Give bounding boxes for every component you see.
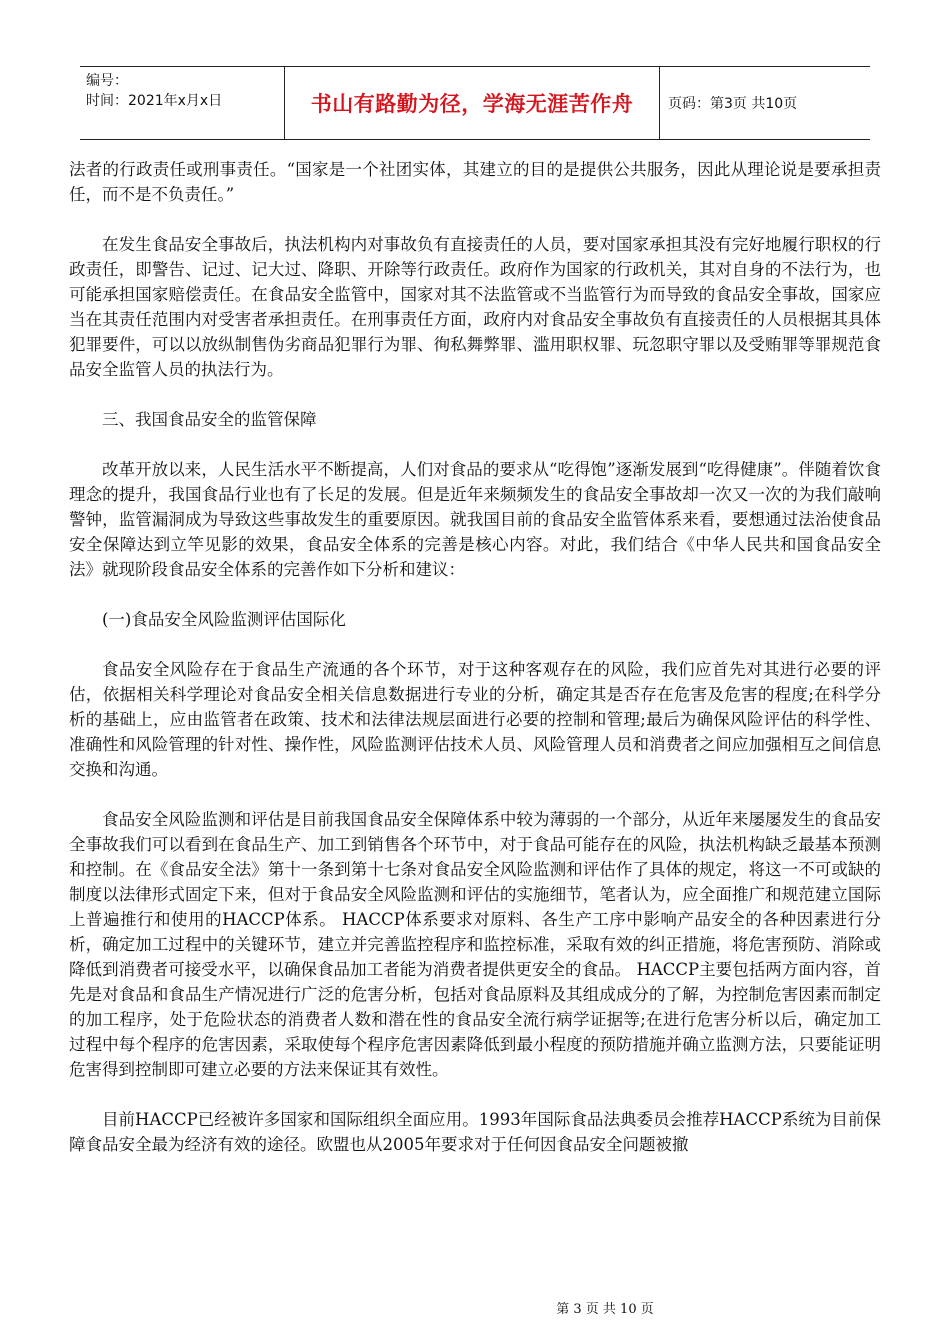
section-heading-3: 三、我国食品安全的监管保障 bbox=[102, 410, 317, 429]
page-footer: 第 3 页 共 10 页 bbox=[556, 1302, 654, 1317]
paragraph-reform: 改革开放以来，人民生活水平不断提高，人们对食品的要求从“吃得饱”逐渐发展到“吃得健康”。伴随着饮食理念的提升，我国食品行业也有了长足的发展。但是近年来频频发生的食品安全事故却一次又一次的为我们敲响警钟，监管漏洞成为导致这些事故发生的重要原因。就我国目前的食品安全监管体系来看，要想通过法治使食品安全保障达到立竿见影的效果，食品安全体系的完善是核心内容。对此，我们结合《中华人民共和国食品安全法》就现阶段食品安全体系的完善作如下分析和建议： bbox=[69, 460, 881, 579]
header-meta bbox=[80, 67, 285, 139]
document-body bbox=[69, 157, 881, 1182]
header-page-cell bbox=[660, 67, 870, 139]
header-page-number: 页码：第3页 共10页 bbox=[668, 96, 798, 112]
paragraph-risk-assessment: 食品安全风险存在于食品生产流通的各个环节，对于这种客观存在的风险，我们应首先对其进行必要的评估，依据相关科学理论对食品安全相关信息数据进行专业的分析，确定其是否存在危害及危害的程度;在科学分析的基础上，应由监管者在政策、技术和法律法规层面进行必要的控制和管理;最后为确保风险评估的科学性、准确性和风险管理的针对性、操作性，风险监测评估技术人员、风险管理人员和消费者之间应加强相互之间信息交换和沟通。 bbox=[69, 660, 881, 779]
document-number-label: 编号： bbox=[86, 73, 128, 89]
paragraph-haccp: 食品安全风险监测和评估是目前我国食品安全保障体系中较为薄弱的一个部分，从近年来屡屡发生的食品安全事故我们可以看到在食品生产、加工到销售各个环节中，对于食品可能存在的风险，执法机构缺乏最基本预测和控制。在《食品安全法》第十一条到第十七条对食品安全风险监测和评估作了具体的规定，将这一不可或缺的制度以法律形式固定下来，但对于食品安全风险监测和评估的实施细节，笔者认为，应全面推广和规范建立国际上普遍推行和使用的HACCP体系。 HACCP体系要求对原料、各生产工序中影响产品安全的各种因素进行分析，确定加工过程中的关键环节，建立并完善监控程序和监控标准，采取有效的纠正措施，将危害预防、消除或降低到消费者可接受水平，以确保食品加工者能为消费者提供更安全的食品。 HACCP主要包括两方面内容，首先是对食品和食品生产情况进行广泛的危害分析，包括对食品原料及其组成成分的了解，为控制危害因素而制定的加工程序，处于危险状态的消费者人数和潜在性的食品安全流行病学证据等;在进行危害分析以后，确定加工过程中每个程序的危害因素，采取使每个程序危害因素降低到最小程度的预防措施并确立监测方法，只要能证明危害得到控制即可建立必要的方法来保证其有效性。 bbox=[69, 810, 881, 1079]
document-date: 时间：2021年x月x日 bbox=[86, 93, 223, 109]
header-motto: 书山有路勤为径，学海无涯苦作舟 bbox=[310, 92, 634, 116]
paragraph-continuation: 法者的行政责任或刑事责任。“国家是一个社团实体，其建立的目的是提供公共服务，因此从理论说是要承担责任，而不是不负责任。” bbox=[69, 160, 881, 204]
paragraph-admin-liability: 在发生食品安全事故后，执法机构内对事故负有直接责任的人员，要对国家承担其没有完好地履行职权的行政责任，即警告、记过、记大过、降职、开除等行政责任。政府作为国家的行政机关，其对自身的不法行为，也可能承担国家赔偿责任。在食品安全监管中，国家对其不法监管或不当监管行为而导致的食品安全事故，国家应当在其责任范围内对受害者承担责任。在刑事责任方面，政府内对食品安全事故负有直接责任的人员根据其具体犯罪要件，可以以放纵制售伪劣商品犯罪行为罪、徇私舞弊罪、滥用职权罪、玩忽职守罪以及受贿罪等罪规范食品安全监管人员的执法行为。 bbox=[69, 235, 881, 379]
paragraph-haccp-adoption: 目前HACCP已经被许多国家和国际组织全面应用。1993年国际食品法典委员会推荐HACCP系统为目前保障食品安全最为经济有效的途径。欧盟也从2005年要求对于任何因食品安全问题被撤 bbox=[69, 1110, 881, 1154]
header-motto-cell bbox=[285, 67, 660, 139]
subsection-heading-1: (一)食品安全风险监测评估国际化 bbox=[102, 610, 346, 629]
page-header bbox=[80, 66, 870, 140]
